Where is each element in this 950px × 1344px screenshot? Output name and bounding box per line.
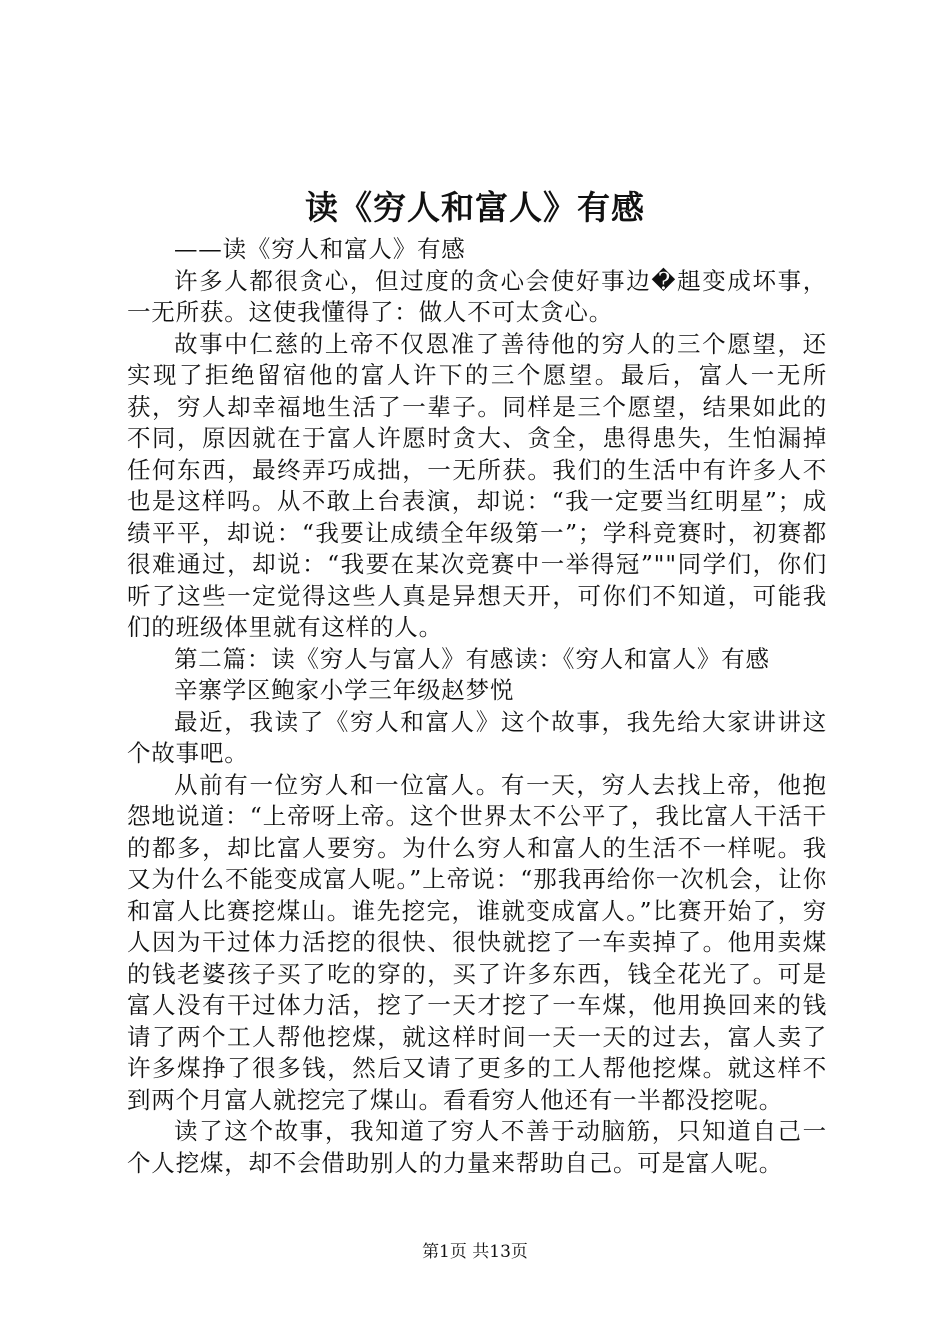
document-body: [127, 234, 827, 1179]
body-paragraph: 许多人都很贪心，但过度的贪心会使好事边�趄变成坏事，一无所获。这使我懂得了：做人不可太贪心。: [127, 266, 827, 326]
body-paragraph: 故事中仁慈的上帝不仅恩准了善待他的穷人的三个愿望，还实现了拒绝留宿他的富人许下的三个愿望。最后，富人一无所获，穷人却幸福地生活了一辈子。同样是三个愿望，结果如此的不同，原因就在于富人许愿时贪大、贪全，患得患失，生怕漏掉任何东西，最终弄巧成拙，一无所获。我们的生活中有许多人不也是这样吗。从不敢上台表演，却说：“我一定要当红明星”；成绩平平，却说：“我要让成绩全年级第一”；学科竞赛时，初赛都很难通过，却说：“我要在某次竞赛中一举得冠”""同学们，你们听了这些一定觉得这些人真是异想天开，可你们不知道，可能我们的班级体里就有这样的人。: [127, 329, 827, 641]
author-line: 辛寨学区鲍家小学三年级赵梦悦: [174, 676, 515, 704]
body-paragraph: 从前有一位穷人和一位富人。有一天，穷人去找上帝，他抱怨地说道：“上帝呀上帝。这个世界太不公平了，我比富人干活干的都多，却比富人要穷。为什么穷人和富人的生活不一样呢。我又为什么不能变成富人呢。”上帝说：“那我再给你一次机会，让你和富人比赛挖煤山。谁先挖完，谁就变成富人。”比赛开始了，穷人因为干过体力活挖的很快、很快就挖了一车卖掉了。他用卖煤的钱老婆孩子买了吃的穿的，买了许多东西，钱全花光了。可是富人没有干过体力活，挖了一天才挖了一车煤，他用换回来的钱请了两个工人帮他挖煤，就这样时间一天一天的过去，富人卖了许多煤挣了很多钱，然后又请了更多的工人帮他挖煤。就这样不到两个月富人就挖完了煤山。看看穷人他还有一半都没挖呢。: [127, 770, 827, 1114]
page-number-footer: 第1页 共13页: [422, 1242, 528, 1262]
subtitle-paragraph: ——读《穷人和富人》有感: [174, 235, 466, 263]
body-paragraph: 最近，我读了《穷人和富人》这个故事，我先给大家讲讲这个故事吧。: [127, 707, 827, 767]
document-title: 读《穷人和富人》有感: [305, 188, 645, 227]
body-paragraph: 读了这个故事，我知道了穷人不善于动脑筋，只知道自己一个人挖煤，却不会借助别人的力量来帮助自己。可是富人呢。: [127, 1117, 827, 1177]
section-heading: 第二篇：读《穷人与富人》有感读：《穷人和富人》有感: [174, 644, 770, 673]
